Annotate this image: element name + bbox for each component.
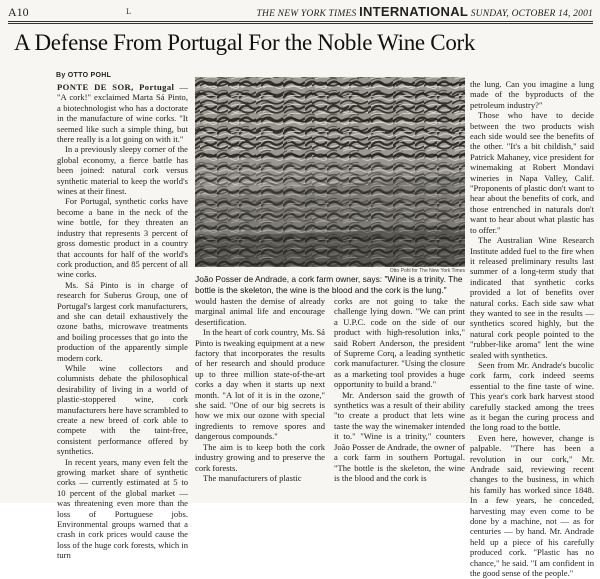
- paragraph: Seen from Mr. Andrade's bucolic cork farm, cork indeed seems essential to the fine taste of wine. This year's cork bark harvest stood carefully stacked among the trees as it began the curing process and the long road to the bottle.: [470, 359, 594, 433]
- paper-name: THE NEW YORK TIMES: [256, 9, 357, 19]
- paragraph: In the heart of cork country, Ms. Sá Pinto is tweaking equipment at a new factory that incorporates the results of her research and should produce up to three million state-of-the-art corks a day when it starts up next month. "A lot of it is in the ozone," she said. "One of our big secrets is how we mix our ozone with special ingredients to remove spores and dangerous compounds.": [195, 327, 325, 442]
- paragraph: Ms. Sá Pinto is in charge of research for Suberus Group, one of Portugal's largest cork manufacturers, and she can detail exhaustively the ozone baths, microwave treatments and boiling processes that go into the production of the apparently simple modern cork.: [57, 279, 188, 363]
- article-column-1: [57, 82, 188, 561]
- paragraph: In a previously sleepy corner of the global economy, a fierce battle has been joined: natural cork versus synthetic material to keep the world's wines at their finest.: [57, 144, 188, 197]
- paragraph: Those who have to decide between the two products wish each side would see the benefits of the other. "It's a bit childish," said Patrick Mahaney, vice president for winemaking at Robert Mondavi wineries in Napa Valley, Calif. "Proponents of plastic don't want to hear about the benefits of cork, and those entrenched in naturals don't want to hear about what plastic has to offer.": [470, 110, 594, 235]
- cork-stack-illustration: [195, 77, 465, 267]
- headline: A Defense From Portugal For the Noble Wine Cork: [14, 30, 476, 55]
- dateline: PONTE DE SOR, Portugal: [57, 82, 175, 92]
- masthead-right: [257, 4, 593, 22]
- paragraph: PONTE DE SOR, Portugal — "A cork!" exclaimed Marta Sá Pinto, a biotechnologist who has a doctorate in the manufacture of wine corks. "It seemed like such a simple thing, but there really is a lot going on with it.": [57, 82, 188, 145]
- section-name: INTERNATIONAL: [359, 4, 469, 19]
- paragraph: the lung. Can you imagine a lung made of the byproducts of the petroleum industry?": [470, 79, 594, 110]
- issue-date: SUNDAY, OCTOBER 14, 2001: [470, 9, 593, 19]
- paragraph: Even here, however, change is palpable. "There has been a revolution in our cork," Mr. Andrade said, reviewing recent changes to the business, in which his family has worked since 1848. In a few years, he conceded, harvesting may even come to be done by a machine, not — as for centuries — by hand. Mr. Andrade held up a piece of his carefully produced cork. "Plastic has no chance," he said. "I am confident in the good sense of the people.": [470, 432, 594, 579]
- masthead-rule-lower: [8, 23, 593, 24]
- paragraph: Mr. Anderson said the growth of synthetics was a result of their ability "to create a product that lets wine taste the way the winemaker intended it to." "Wine is a trinity," counters João Posser de Andrade, the owner of a cork farm in southern Portugal. "The bottle is the skeleton, the wine is the blood and the cork is: [334, 389, 465, 483]
- paragraph: While wine collectors and columnists debate the philosophical desirability of living in a world of plastic-stoppered wine, cork manufacturers here have scrambled to create a new breed of cork able to compete with the taint-free, consistent performance offered by synthetics.: [57, 362, 188, 457]
- page-number: A10: [8, 5, 29, 19]
- paragraph: The aim is to keep both the cork industry growing and to preserve the cork forests.: [195, 441, 325, 473]
- paragraph: In recent years, many even felt the growing market share of synthetic corks — currently estimated at 5 to 10 percent of the global market — was threatening even more than the loss of Portuguese jobs. Environmental groups warned that a crash in cork prices would cause the loss of the huge cork forests, which in turn: [57, 456, 188, 561]
- cork-stack-photo: [195, 77, 465, 267]
- article-column-2: [195, 296, 325, 500]
- paragraph: would hasten the demise of already marginal animal life and encourage desertification.: [195, 296, 325, 327]
- photo-credit: Otto Pohl for The New York Times: [389, 268, 465, 274]
- article-column-4: [470, 79, 594, 579]
- paragraph: The manufacturers of plastic: [203, 472, 302, 483]
- photo-caption: João Posser de Andrade, a cork farm owner, says: "Wine is a trinity. The bottle is the skeleton, the wine is the blood and the cork is the lung.": [195, 274, 463, 295]
- paragraph: corks are not going to take the challenge lying down. "We can print a U.P.C. code on the side of our product with high-resolution inks," said Robert Anderson, the president of Supreme Corq, a leading synthetic cork manufacturer. "Using the closure as a marketing tool provides a huge opportunity to build a brand.": [334, 296, 465, 390]
- paragraph: The Australian Wine Research Institute added fuel to the fire when it released preliminary results last summer of a long-term study that indicated that synthetic corks provided a lot of benefits over natural corks. Each side saw what they wanted to see in the results — synthetics scored highly, but the natural cork people pointed to the "rubber-like aroma" lent the wine sealed with synthetics.: [470, 235, 594, 360]
- byline: By OTTO POHL: [56, 72, 112, 79]
- masthead: [8, 4, 593, 20]
- paragraph: For Portugal, synthetic corks have become a bane in the neck of the wine bottle, for they threaten an industry that represents 3 percent of gross domestic product in a country that accounts for half of the world's cork production, and 85 percent of all wine corks.: [57, 196, 188, 280]
- masthead-rule: [8, 21, 593, 22]
- article-column-3: [334, 296, 465, 500]
- edition-mark: L: [126, 8, 131, 16]
